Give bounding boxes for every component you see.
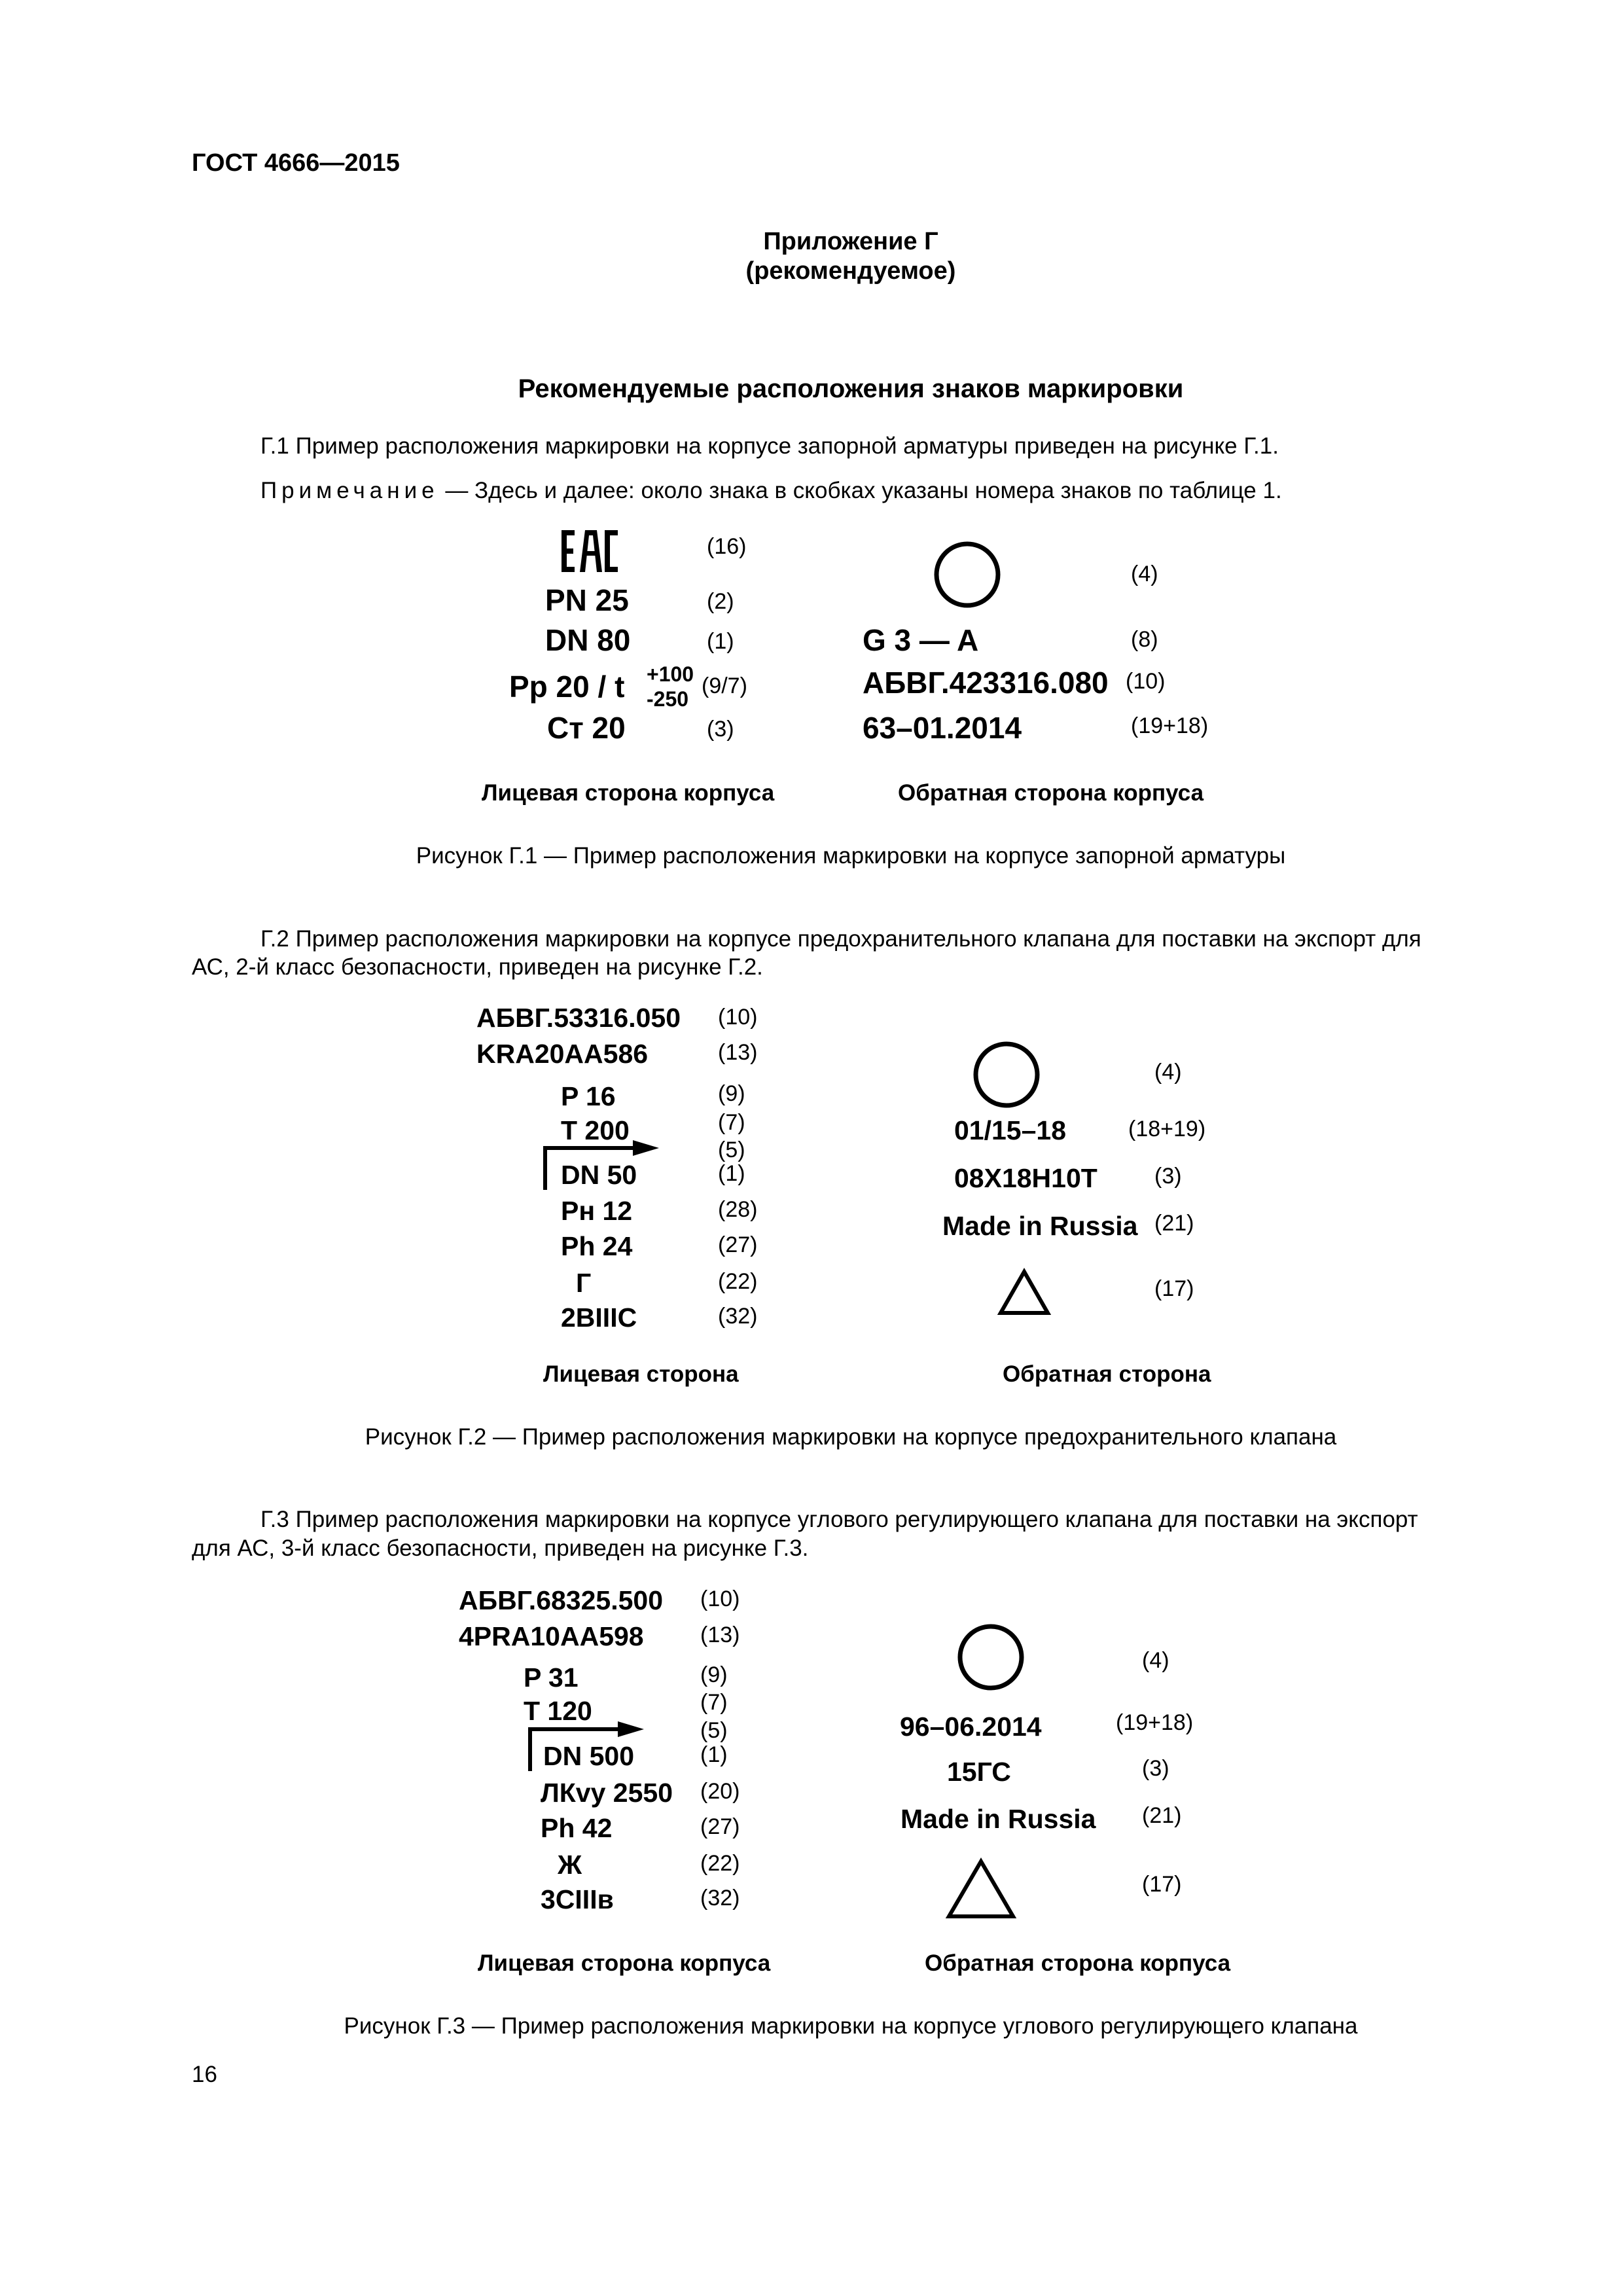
fig3-front-ph: Ph 42 — [541, 1813, 613, 1843]
note-text: — Здесь и далее: около знака в скобках указаны номера знаков по таблице 1. — [438, 478, 1282, 503]
page-number: 16 — [192, 2062, 217, 2087]
paragraph-g3-line2: для АС, 3-й класс безопасности, приведен на рисунке Г.3. — [192, 1535, 809, 1561]
fig2-front-num-temperature: (7) — [718, 1110, 745, 1135]
circle-mark-icon — [933, 541, 1001, 609]
figure-3-caption: Рисунок Г.3 — Пример расположения маркировки на корпусе углового регулирующего клапана — [344, 2013, 1358, 2039]
fig3-back-num-material: (3) — [1142, 1756, 1169, 1781]
fig2-front-num-designation: (10) — [718, 1005, 758, 1030]
fig3-front-num-flow: (5) — [700, 1718, 728, 1743]
fig1-front-material: Ст 20 — [547, 711, 626, 745]
fig3-front-acceptance: Ж — [558, 1850, 582, 1880]
section-title: Рекомендуемые расположения знаков маркировки — [518, 374, 1184, 403]
fig2-front-num-acceptance: (22) — [718, 1269, 758, 1294]
fig3-front-dn: DN 500 — [543, 1741, 635, 1771]
fig2-front-kks: KRA20AA586 — [476, 1039, 649, 1069]
fig1-front-num-material: (3) — [707, 717, 734, 742]
paragraph-g3-line1: Г.3 Пример расположения маркировки на корпусе углового регулирующего клапана для поставки на экспорт — [260, 1507, 1418, 1532]
fig2-front-num-dn: (1) — [718, 1161, 745, 1186]
fig1-front-num-dn: (1) — [707, 629, 734, 654]
fig1-back-num-date: (19+18) — [1131, 713, 1209, 738]
circle-mark-icon — [957, 1623, 1025, 1691]
fig2-back-num-triangle: (17) — [1154, 1276, 1194, 1301]
fig3-front-num-dn: (1) — [700, 1742, 728, 1767]
figure-1-caption: Рисунок Г.1 — Пример расположения маркировки на корпусе запорной арматуры — [416, 843, 1286, 869]
fig1-front-temp-sup: +100 — [647, 662, 694, 686]
fig2-front-dn: DN 50 — [561, 1160, 637, 1190]
standard-header: ГОСТ 4666—2015 — [192, 149, 400, 177]
fig1-back-designation: АБВГ.423316.080 — [863, 666, 1109, 700]
fig2-back-origin: Made in Russia — [942, 1211, 1138, 1241]
fig3-back-date: 96–06.2014 — [900, 1712, 1042, 1742]
fig3-front-num-acceptance: (22) — [700, 1851, 740, 1876]
triangle-mark-icon — [998, 1268, 1050, 1316]
fig3-front-num-designation: (10) — [700, 1587, 740, 1611]
fig1-back-grade: G 3 — A — [863, 623, 979, 657]
fig3-back-num-origin: (21) — [1142, 1803, 1182, 1828]
fig3-front-num-pressure: (9) — [700, 1662, 728, 1687]
fig3-front-caption: Лицевая сторона корпуса — [478, 1950, 771, 1976]
figure-2-caption: Рисунок Г.2 — Пример расположения маркировки на корпусе предохранительного клапана — [365, 1424, 1337, 1450]
fig3-back-material: 15ГС — [947, 1757, 1011, 1787]
fig3-front-num-kv: (20) — [700, 1779, 740, 1804]
fig1-back-caption: Обратная сторона корпуса — [898, 780, 1204, 806]
fig1-front-pressure-temperature: Pp 20 / t — [509, 670, 625, 704]
fig3-front-pressure: P 31 — [524, 1662, 579, 1693]
fig2-front-acceptance: Г — [576, 1268, 592, 1298]
fig2-front-temperature: T 200 — [561, 1115, 630, 1145]
fig2-front-pressure: P 16 — [561, 1081, 616, 1111]
fig1-front-num-pt: (9/7) — [702, 673, 747, 698]
circle-mark-icon — [972, 1041, 1041, 1109]
fig2-front-class: 2BIIIC — [561, 1302, 637, 1333]
fig3-back-num-circle: (4) — [1142, 1648, 1169, 1673]
fig1-front-caption: Лицевая сторона корпуса — [482, 780, 775, 806]
fig2-front-ph: Ph 24 — [561, 1231, 633, 1261]
fig3-back-origin: Made in Russia — [901, 1804, 1096, 1834]
triangle-mark-icon — [945, 1857, 1017, 1920]
fig2-front-caption: Лицевая сторона — [543, 1361, 739, 1387]
fig3-back-num-triangle: (17) — [1142, 1872, 1182, 1897]
fig3-back-caption: Обратная сторона корпуса — [925, 1950, 1231, 1976]
fig2-back-date: 01/15–18 — [954, 1115, 1067, 1145]
fig3-back-num-date: (19+18) — [1116, 1710, 1194, 1735]
fig3-front-temperature: T 120 — [524, 1696, 592, 1726]
fig1-back-num-circle: (4) — [1131, 562, 1158, 586]
annex-title: Приложение Г — [763, 228, 938, 255]
fig2-back-num-circle: (4) — [1154, 1060, 1182, 1085]
fig3-front-kks: 4PRA10AA598 — [459, 1621, 644, 1651]
fig1-back-num-designation: (10) — [1126, 669, 1166, 694]
fig1-front-num-pn: (2) — [707, 589, 734, 614]
fig3-front-num-temperature: (7) — [700, 1690, 728, 1715]
fig1-front-temp-sub: -250 — [647, 687, 689, 711]
note-label: Примечание — [260, 478, 439, 503]
fig2-back-num-date: (18+19) — [1128, 1117, 1206, 1141]
fig2-front-num-rn: (28) — [718, 1197, 758, 1222]
paragraph-g2-line2: АС, 2-й класс безопасности, приведен на рисунке Г.2. — [192, 954, 763, 980]
fig2-front-num-class: (32) — [718, 1304, 758, 1329]
fig2-back-caption: Обратная сторона — [1003, 1361, 1211, 1387]
fig1-front-num-eac: (16) — [707, 534, 747, 559]
fig2-back-material: 08Х18Н10Т — [954, 1163, 1097, 1193]
fig3-front-designation: АБВГ.68325.500 — [459, 1585, 664, 1615]
note — [260, 478, 1282, 504]
eac-mark-icon — [560, 529, 619, 573]
fig2-back-num-material: (3) — [1154, 1164, 1182, 1189]
fig2-front-num-pressure: (9) — [718, 1081, 745, 1106]
fig3-front-num-ph: (27) — [700, 1814, 740, 1839]
fig1-back-date: 63–01.2014 — [863, 711, 1022, 745]
fig2-front-num-flow: (5) — [718, 1138, 745, 1162]
fig3-front-kv: ЛКvy 2550 — [541, 1778, 673, 1808]
fig2-front-num-kks: (13) — [718, 1040, 758, 1065]
fig1-back-num-grade: (8) — [1131, 627, 1158, 652]
paragraph-g2-line1: Г.2 Пример расположения маркировки на корпусе предохранительного клапана для поставки на экспорт для — [260, 926, 1421, 952]
fig1-front-pn: PN 25 — [545, 583, 629, 617]
annex-kind: (рекомендуемое) — [745, 257, 956, 285]
fig2-front-designation: АБВГ.53316.050 — [476, 1003, 681, 1033]
fig3-front-class: 3CIIIв — [541, 1884, 614, 1914]
fig1-front-dn: DN 80 — [545, 623, 631, 657]
fig3-front-num-kks: (13) — [700, 1623, 740, 1647]
fig2-back-num-origin: (21) — [1154, 1211, 1194, 1236]
paragraph-g1: Г.1 Пример расположения маркировки на корпусе запорной арматуры приведен на рисунке Г.1. — [260, 433, 1279, 459]
fig2-front-rn: Рн 12 — [561, 1196, 633, 1226]
fig3-front-num-class: (32) — [700, 1886, 740, 1910]
fig2-front-num-ph: (27) — [718, 1232, 758, 1257]
